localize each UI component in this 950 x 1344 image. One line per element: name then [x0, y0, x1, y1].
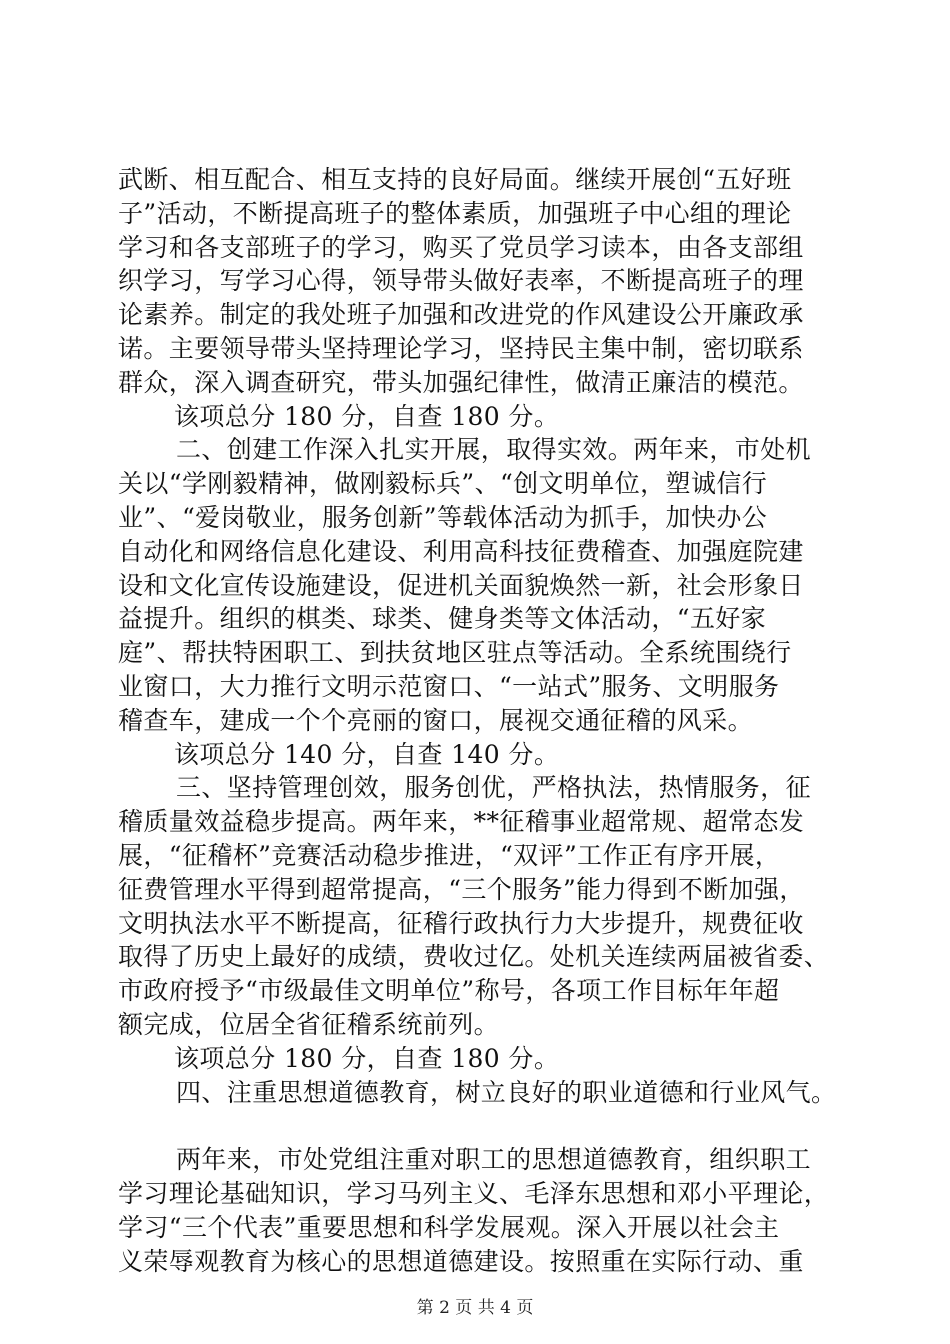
text-line: 学习“三个代表”重要思想和科学发展观。深入开展以社会主	[118, 1212, 780, 1242]
page-footer	[0, 1297, 950, 1319]
section-heading-2: 二、创建工作深入扎实开展，取得实效。两年来，市处机	[176, 435, 812, 465]
text-line: 学习理论基础知识，学习马列主义、毛泽东思想和邓小平理论，	[118, 1178, 830, 1208]
text-line: 征费管理水平得到超常提高，“三个服务”能力得到不断加强，	[118, 874, 805, 904]
text-line: 稽质量效益稳步提高。两年来，**征稽事业超常规、超常态发	[118, 807, 805, 837]
text-line: 学习和各支部班子的学习，购买了党员学习读本，由各支部组	[118, 232, 804, 262]
text-line: 设和文化宣传设施建设，促进机关面貌焕然一新，社会形象日	[118, 570, 804, 600]
score-line: 该项总分 140 分，自查 140 分。	[174, 739, 560, 769]
text-line: 群众，深入调查研究，带头加强纪律性，做清正廉洁的模范。	[118, 367, 804, 397]
text-line: 织学习，写学习心得，领导带头做好表率，不断提高班子的理	[118, 266, 804, 296]
blank-line	[118, 1109, 850, 1143]
section-heading-3: 三、坚持管理创效，服务创优，严格执法，热情服务，征	[176, 773, 812, 803]
text-line: 子”活动，不断提高班子的整体素质，加强班子中心组的理论	[118, 198, 792, 228]
document-body	[118, 163, 850, 1278]
text-line: 诺。主要领导带头坚持理论学习，坚持民主集中制，密切联系	[118, 333, 804, 363]
page-number: 第 2 页 共 4 页	[416, 1298, 534, 1318]
text-line: 市政府授予“市级最佳文明单位”称号，各项工作目标年年超	[118, 976, 780, 1006]
score-line: 该项总分 180 分，自查 180 分。	[174, 1043, 560, 1073]
text-line: 论素养。制定的我处班子加强和改进党的作风建设公开廉政承	[118, 300, 804, 330]
text-line: 益提升。组织的棋类、球类、健身类等文体活动，“五好家	[118, 604, 767, 634]
text-line: 文明执法水平不断提高，征稽行政执行力大步提升，规费征收	[118, 908, 804, 938]
text-line: 武断、相互配合、相互支持的良好局面。继续开展创“五好班	[118, 165, 792, 194]
text-line: 业窗口，大力推行文明示范窗口、“一站式”服务、文明服务	[118, 671, 780, 701]
text-line: 稽查车，建成一个个亮丽的窗口，展视交通征稽的风采。	[118, 705, 754, 735]
text-line: 展，“征稽杯”竞赛活动稳步推进，“双评”工作正有序开展，	[118, 840, 781, 870]
text-line: 自动化和网络信息化建设、利用高科技征费稽查、加强庭院建	[118, 536, 804, 566]
text-line: 义荣辱观教育为核心的思想道德建设。按照重在实际行动、重	[118, 1246, 804, 1276]
section-heading-4: 四、注重思想道德教育，树立良好的职业道德和行业风气。	[176, 1077, 837, 1107]
text-line: 业”、“爱岗敬业，服务创新”等载体活动为抓手，加快办公	[118, 502, 768, 532]
text-line: 两年来，市处党组注重对职工的思想道德教育，组织职工	[176, 1145, 812, 1175]
text-line: 庭”、帮扶特困职工、到扶贫地区驻点等活动。全系统围绕行	[118, 638, 792, 668]
text-line: 额完成，位居全省征稽系统前列。	[118, 1009, 500, 1039]
text-line: 取得了历史上最好的成绩，费收过亿。处机关连续两届被省委、	[118, 942, 830, 972]
score-line: 该项总分 180 分，自查 180 分。	[174, 401, 560, 431]
text-line: 关以“学刚毅精神，做刚毅标兵”、“创文明单位，塑诚信行	[118, 469, 768, 499]
